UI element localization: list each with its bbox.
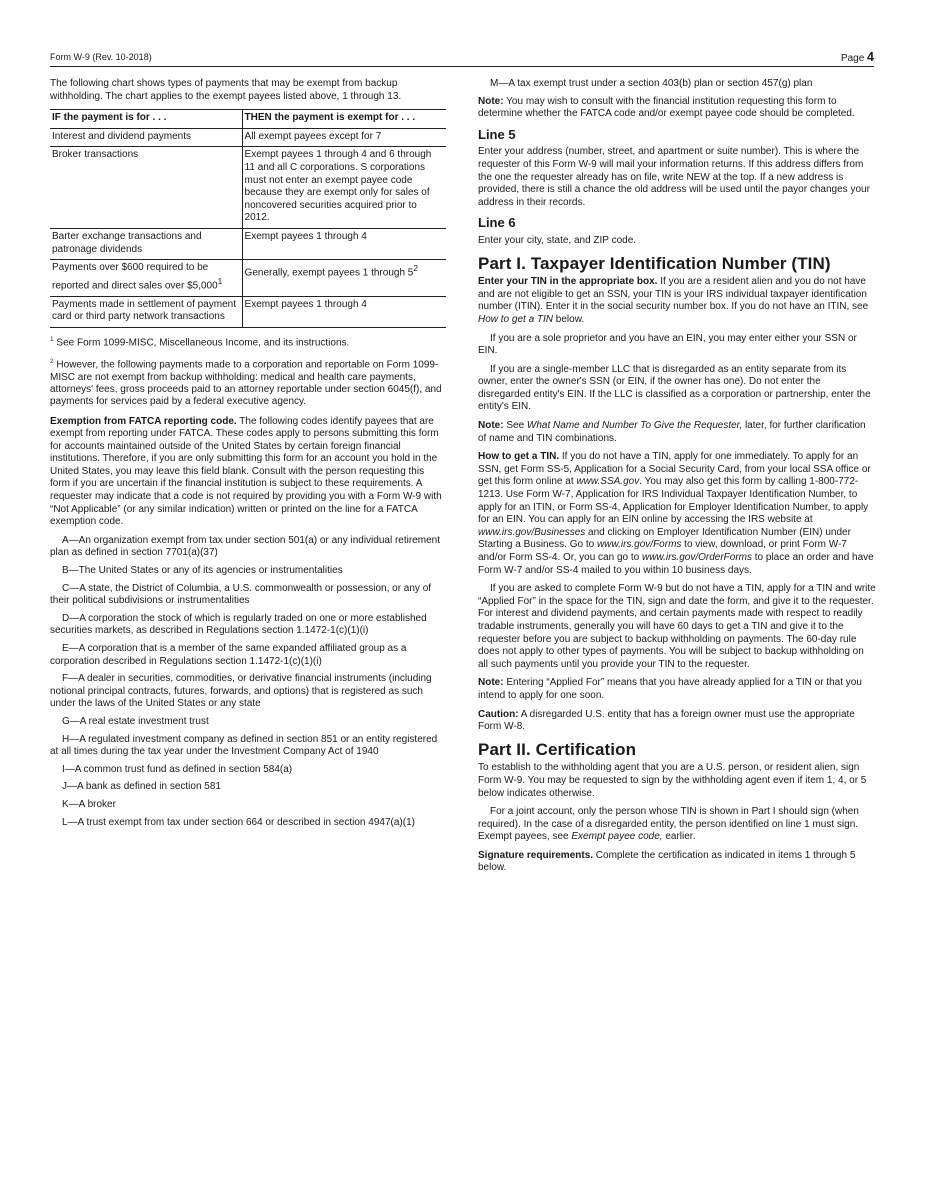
code-item: C—A state, the District of Columbia, a U.S. commonwealth or possession, or any of their political subdivisions or instrumentalities bbox=[50, 582, 432, 607]
code-item: G—A real estate investment trust bbox=[62, 715, 209, 727]
left-column bbox=[50, 78, 446, 834]
code-item: H—A regulated investment company as defined in section 851 or an entity registered at all times during the tax year under the Investment Company Act of 1940 bbox=[50, 733, 438, 758]
code-item: J—A bank as defined in section 581 bbox=[62, 781, 221, 793]
right-column bbox=[478, 78, 876, 881]
table-cell-exempt: Exempt payees 1 through 4 bbox=[242, 296, 446, 327]
table-cell-exempt: Exempt payees 1 through 4 bbox=[242, 228, 446, 259]
note-paragraph: Note: Entering “Applied For” means that you have already applied for a TIN or that you intend to apply for one soon. bbox=[478, 677, 862, 701]
table-header-payment: IF the payment is for . . . bbox=[50, 110, 242, 129]
table-header-row bbox=[50, 110, 446, 129]
signature-requirements-paragraph: Signature requirements. Complete the certification as indicated in items 1 through 5 below. bbox=[478, 849, 856, 874]
table-cell-payment: Barter exchange transactions and patronage dividends bbox=[50, 228, 242, 259]
cross-reference: How to get a TIN bbox=[478, 313, 554, 325]
line-6-text: Enter your city, state, and ZIP code. bbox=[478, 234, 637, 246]
table-cell-exempt: Exempt payees 1 through 4 and 6 through 11 and all C corporations. S corporations must not enter an exempt payee code because they are exempt only for sales of noncovered securities acquired prior to 2012. bbox=[242, 147, 446, 229]
how-to-get-tin-paragraph: How to get a TIN. If you do not have a TIN, apply for one immediately. To apply for an SSN, get Form SS-5, Application for a Social Security Card, from your local SSA office or get this form online at www.SSA.gov. You may also get this form by calling 1-800-772-1213. Use Form W-7, Application for IRS Individual Taxpayer Identification Number, to apply for an ITIN, or Form SS-4, Application for Employer Identification Number, to apply for an EIN. You can apply for an EIN online by accessing the IRS website at www.irs.gov/Businesses and clicking on Employer Identification Number (EIN) under Starting a Business. Go to www.irs.gov/Forms to view, download, or print Form W-7 and/or Form SS-4. Or, you can go to www.irs.gov/OrderForms to place an order and have Form W-7 and/or SS-4 mailed to you within 10 business days. bbox=[478, 451, 874, 576]
table-cell-payment: Interest and dividend payments bbox=[50, 128, 242, 147]
sole-proprietor-paragraph: If you are a sole proprietor and you have an EIN, you may enter either your SSN or EIN. bbox=[478, 332, 857, 357]
page-header bbox=[50, 50, 874, 66]
line-6-heading: Line 6 bbox=[478, 215, 516, 231]
cross-reference: What Name and Number To Give the Requester, bbox=[526, 420, 743, 432]
table-row bbox=[50, 128, 446, 147]
footnote-ref: 2 bbox=[413, 263, 418, 274]
url-irs-businesses: www.irs.gov/Businesses bbox=[478, 526, 586, 538]
footnote-2: $^2$ However, the following payments made to a corporation and reportable on Form 1099-MISC are not exempt from backup withholding: medical and health care payments, attorneys' fees, gross proceeds paid to an attorney reportable under section 6045(f), and payments for services paid by a federal executive agency. bbox=[50, 358, 442, 408]
code-item: L—A trust exempt from tax under section 664 or described in section 4947(a)(1) bbox=[62, 816, 415, 828]
llc-paragraph: If you are a single-member LLC that is disregarded as an entity separate from its owner, enter the owner's SSN (or EIN, if the owner has one). Do not enter the disregarded entity's EIN. If the LLC is classified as a corporation or partnership, enter the entity's EIN. bbox=[478, 363, 871, 413]
table-cell-payment: Payments made in settlement of payment card or third party network transactions bbox=[50, 296, 242, 327]
fatca-heading: Exemption from FATCA reporting code. bbox=[50, 415, 237, 427]
page-number: Page 4 bbox=[840, 50, 874, 64]
code-item: K—A broker bbox=[62, 798, 116, 810]
footnote-ref: 1 bbox=[217, 275, 223, 286]
part-1-heading: Part I. Taxpayer Identification Number (TIN) bbox=[478, 253, 831, 273]
code-item: D—A corporation the stock of which is regularly traded on one or more established securities markets, as described in Regulations section 1.1472-1(c)(1)(i) bbox=[50, 612, 427, 637]
url-ssa: www.SSA.gov bbox=[576, 476, 640, 488]
table-row bbox=[50, 147, 446, 229]
table-row bbox=[50, 296, 446, 327]
header-rule bbox=[50, 66, 874, 67]
table-row bbox=[50, 260, 446, 297]
chart-intro: The following chart shows types of payments that may be exempt from backup withholding. The chart applies to the exempt payees listed above, 1 through 13. bbox=[50, 78, 402, 102]
caution-paragraph: Caution: A disregarded U.S. entity that has a foreign owner must use the appropriate Form W-8. bbox=[478, 708, 855, 733]
table-cell-exempt: Generally, exempt payees 1 through $5^2$ bbox=[242, 260, 446, 297]
line-5-text: Enter your address (number, street, and apartment or suite number). This is where the requester of this Form W-9 will mail your information returns. If this address differs from the one the requester already has on file, write NEW at the top. If a new address is provided, there is still a chance the old address will be used until the payor changes your address in their records. bbox=[478, 146, 870, 208]
certification-paragraph: To establish to the withholding agent that you are a U.S. person, or resident alien, sign Form W-9. You may be requested to sign by the withholding agent even if item 1, 4, or 5 below indicates otherwise. bbox=[478, 762, 867, 799]
footnote-1: $^1$ See Form 1099-MISC, Miscellaneous Income, and its instructions. bbox=[50, 335, 350, 349]
code-item: A—An organization exempt from tax under section 501(a) or any individual retirement plan as defined in section 7701(a)(37) bbox=[50, 534, 440, 559]
code-item: B—The United States or any of its agencies or instrumentalities bbox=[62, 565, 343, 577]
code-item: F—A dealer in securities, commodities, or derivative financial instruments (including notional principal contracts, futures, forwards, and options) that is registered as such under the laws of the United States or any state bbox=[50, 673, 432, 710]
url-irs-forms: www.irs.gov/Forms bbox=[596, 539, 682, 551]
url-irs-orderforms: www.irs.gov/OrderForms bbox=[641, 552, 752, 563]
part-2-heading: Part II. Certification bbox=[478, 739, 637, 759]
note-paragraph: Note: You may wish to consult with the financial institution requesting this form to determine whether the FATCA code and/or exempt payee code should be completed. bbox=[478, 95, 855, 120]
code-item: I—A common trust fund as defined in section 584(a) bbox=[62, 763, 293, 775]
note-paragraph: Note: See What Name and Number To Give the Requester, later, for further clarification of name and TIN combinations. bbox=[478, 420, 866, 444]
code-item: E—A corporation that is a member of the same expanded affiliated group as a corporation described in Regulations section 1.1472-1(c)(1)(i) bbox=[50, 643, 407, 667]
fatca-paragraph: Exemption from FATCA reporting code. The following codes identify payees that are exempt from reporting under FATCA. These codes apply to persons submitting this form for accounts maintained outside of the United States by certain foreign financial institutions. Therefore, if you are only submitting this form for an account you hold in the United States, you may leave this field blank. Consult with the person requesting this form if you are uncertain if the financial institution is subject to these requirements. A requester may indicate that a code is not required by providing you with a Form W-9 with “Not Applicable” (or any similar indication) written or printed on the line for a FATCA exemption code. bbox=[50, 415, 442, 528]
form-id: Form W-9 (Rev. 10-2018) bbox=[50, 52, 152, 62]
applied-for-paragraph: If you are asked to complete Form W-9 but do not have a TIN, apply for a TIN and write “Applied For” in the space for the TIN, sign and date the form, and give it to the requester. For interest and dividend payments, and certain payments made with respect to readily tradable instruments, generally you will have 60 days to get a TIN and give it to the requester before you are subject to backup withholding on payments. The 60-day rule does not apply to other types of payments. You will be subject to backup withholding on all such payments until you provide your TIN to the requester. bbox=[478, 583, 876, 670]
table-row bbox=[50, 228, 446, 259]
tin-paragraph: Enter your TIN in the appropriate box. If you are a resident alien and you do not have and are not eligible to get an SSN, your TIN is your IRS individual taxpayer identification number (ITIN). Enter it in the social security number box. If you do not have an ITIN, see How to get a TIN below. bbox=[478, 276, 869, 325]
table-cell-payment: Payments over $600 required to be reported and direct sales over $5,000$^1$ bbox=[50, 260, 242, 297]
table-header-exempt: THEN the payment is exempt for . . . bbox=[242, 110, 446, 129]
cross-reference: Exempt payee code, bbox=[571, 831, 663, 843]
code-item: M—A tax exempt trust under a section 403(b) plan or section 457(g) plan bbox=[490, 78, 813, 89]
exempt-payments-table bbox=[50, 109, 446, 328]
joint-account-paragraph: For a joint account, only the person whose TIN is shown in Part I should sign (when required). In the case of a disregarded entity, the person identified on line 1 must sign. Exempt payees, see Exempt payee code, earlier. bbox=[478, 806, 859, 843]
line-5-heading: Line 5 bbox=[478, 126, 516, 142]
table-cell-payment: Broker transactions bbox=[50, 147, 242, 229]
table-cell-exempt: All exempt payees except for 7 bbox=[242, 128, 446, 147]
